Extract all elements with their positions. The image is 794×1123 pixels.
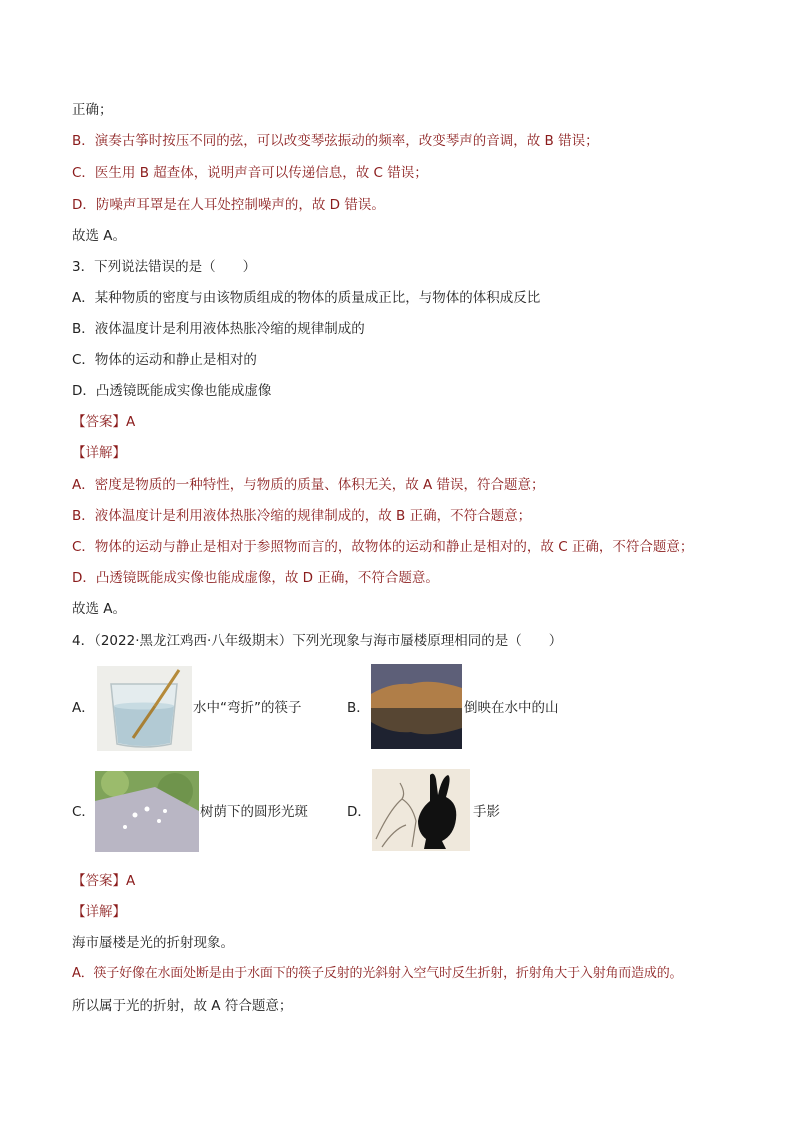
question-4-stem: 4．（2022·黑龙江鸡西·八年级期末）下列光现象与海市蜃楼原理相同的是（ ） (72, 633, 563, 649)
option-b: B．液体温度计是利用液体热胀冷缩的规律制成的 (72, 321, 365, 337)
option-c-label: C． (72, 804, 95, 820)
option-a: A．某种物质的密度与由该物质组成的物体的质量成正比，与物体的体积成反比 (72, 290, 541, 306)
text-line: B．演奏古筝时按压不同的弦，可以改变琴弦振动的频率，改变琴声的音调，故 B 错误； (72, 133, 599, 149)
detail-label: 【详解】 (72, 904, 126, 920)
detail-line: 海市蜃楼是光的折射现象。 (72, 935, 234, 951)
option-a-text: 水中“弯折”的筷子 (193, 700, 302, 716)
text-line: 故选 A。 (72, 228, 127, 244)
detail-label: 【详解】 (72, 445, 126, 461)
detail-line: A．密度是物质的一种特性，与物质的质量、体积无关，故 A 错误，符合题意； (72, 477, 545, 493)
detail-line: 所以属于光的折射，故 A 符合题意； (72, 998, 293, 1014)
question-3-stem: 3．下列说法错误的是（ ） (72, 259, 257, 275)
chopstick-in-water-image (97, 666, 192, 751)
option-d-label: D． (347, 804, 371, 820)
option-c-text: 树荫下的圆形光斑 (200, 804, 308, 820)
conclusion: 故选 A。 (72, 601, 127, 617)
detail-line: B．液体温度计是利用液体热胀冷缩的规律制成的，故 B 正确，不符合题意； (72, 508, 532, 524)
detail-line: D．凸透镜既能成实像也能成虚像，故 D 正确，不符合题意。 (72, 570, 439, 586)
text-line: 正确； (72, 102, 113, 118)
text-line: D．防噪声耳罩是在人耳处控制噪声的，故 D 错误。 (72, 197, 385, 213)
option-d: D．凸透镜既能成实像也能成虚像 (72, 383, 272, 399)
light-spots-image (95, 771, 199, 852)
mountain-reflection-image (371, 664, 462, 749)
detail-line: A．筷子好像在水面处断是由于水面下的筷子反射的光斜射入空气时反生折射，折射角大于入射角而造成的。 (72, 966, 683, 981)
text-line: C．医生用 B 超查体，说明声音可以传递信息，故 C 错误； (72, 165, 428, 181)
option-a-label: A． (72, 700, 95, 716)
option-b-label: B． (347, 700, 370, 716)
detail-line: C．物体的运动与静止是相对于参照物而言的，故物体的运动和静止是相对的，故 C 正确，不符合题意； (72, 539, 694, 555)
hand-shadow-image (372, 769, 470, 851)
answer-label: 【答案】A (72, 414, 136, 430)
option-d-text: 手影 (473, 804, 500, 820)
option-c: C．物体的运动和静止是相对的 (72, 352, 257, 368)
option-b-text: 倒映在水中的山 (464, 700, 559, 716)
answer-label: 【答案】A (72, 873, 136, 889)
